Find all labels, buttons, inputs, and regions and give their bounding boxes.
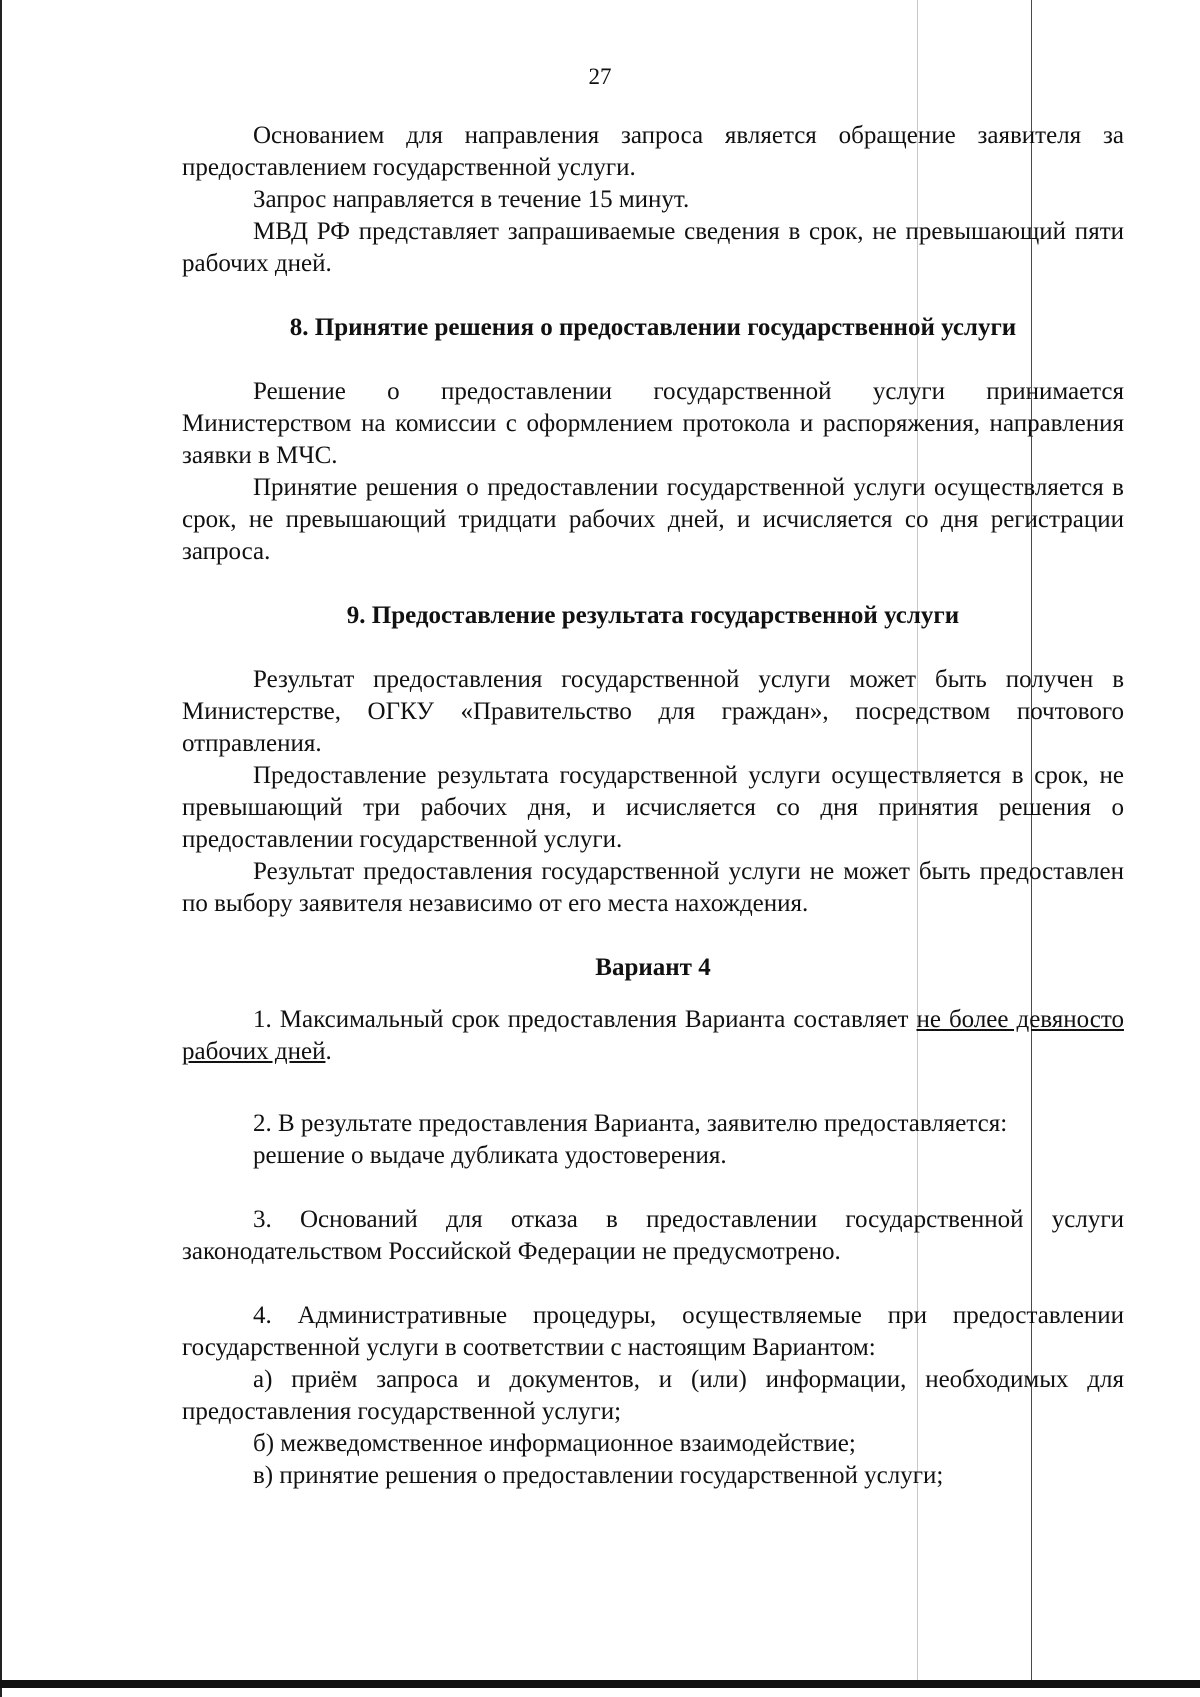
list-item — [182, 1004, 1124, 1068]
scan-bottom-border — [0, 1680, 1200, 1688]
section-heading: 8. Принятие решения о предоставлении государственной услуги — [289, 314, 1017, 341]
paragraph: Запрос направляется в течение 15 минут. — [253, 186, 690, 213]
paragraph: МВД РФ представляет запрашиваемые сведения в срок, не превышающий пяти рабочих дней. — [182, 218, 1124, 277]
paragraph: Решение о предоставлении государственной услуги принимается Министерством на комиссии с оформлением протокола и распоряжения, направления заявки в МЧС. — [182, 378, 1124, 469]
list-item-continuation: решение о выдаче дубликата удостоверения. — [253, 1142, 727, 1169]
paragraph: Результат предоставления государственной услуги не может быть предоставлен по выбору заявителя независимо от его места нахождения. — [182, 858, 1124, 917]
variant-heading: Вариант 4 — [595, 954, 711, 981]
list-item: 2. В результате предоставления Варианта, заявителю предоставляется: — [253, 1110, 1008, 1137]
underlined-text: не более девяносто рабочих дней — [182, 1006, 1124, 1065]
paragraph: Принятие решения о предоставлении государственной услуги осуществляется в срок, не превышающий тридцати рабочих дней, и исчисляется со дня регистрации запроса. — [182, 474, 1124, 565]
sub-list-item: б) межведомственное информационное взаимодействие; — [253, 1430, 856, 1457]
page-number: 27 — [588, 64, 612, 89]
list-item-text: 1. Максимальный срок предоставления Варианта составляет — [253, 1006, 917, 1033]
paragraph: Результат предоставления государственной услуги может быть получен в Министерстве, ОГКУ «Правительство для граждан», посредством почтового отправления. — [182, 666, 1124, 757]
list-item: 4. Административные процедуры, осуществляемые при предоставлении государственной услуги в соответствии с настоящим Вариантом: — [182, 1302, 1124, 1361]
paragraph: Предоставление результата государственной услуги осуществляется в срок, не превышающий три рабочих дня, и исчисляется со дня принятия решения о предоставлении государственной услуги. — [182, 762, 1124, 853]
sub-list-item: в) принятие решения о предоставлении государственной услуги; — [253, 1462, 944, 1489]
list-item: 3. Оснований для отказа в предоставлении государственной услуги законодательством Российской Федерации не предусмотрено. — [182, 1206, 1124, 1265]
scan-left-edge — [0, 0, 2, 1697]
list-item-text: . — [325, 1038, 332, 1065]
sub-list-item: а) приём запроса и документов, и (или) информации, необходимых для предоставления государственной услуги; — [182, 1366, 1124, 1425]
document-body — [182, 120, 1124, 1492]
paragraph: Основанием для направления запроса является обращение заявителя за предоставлением государственной услуги. — [182, 122, 1124, 181]
section-heading: 9. Предоставление результата государственной услуги — [346, 602, 960, 629]
